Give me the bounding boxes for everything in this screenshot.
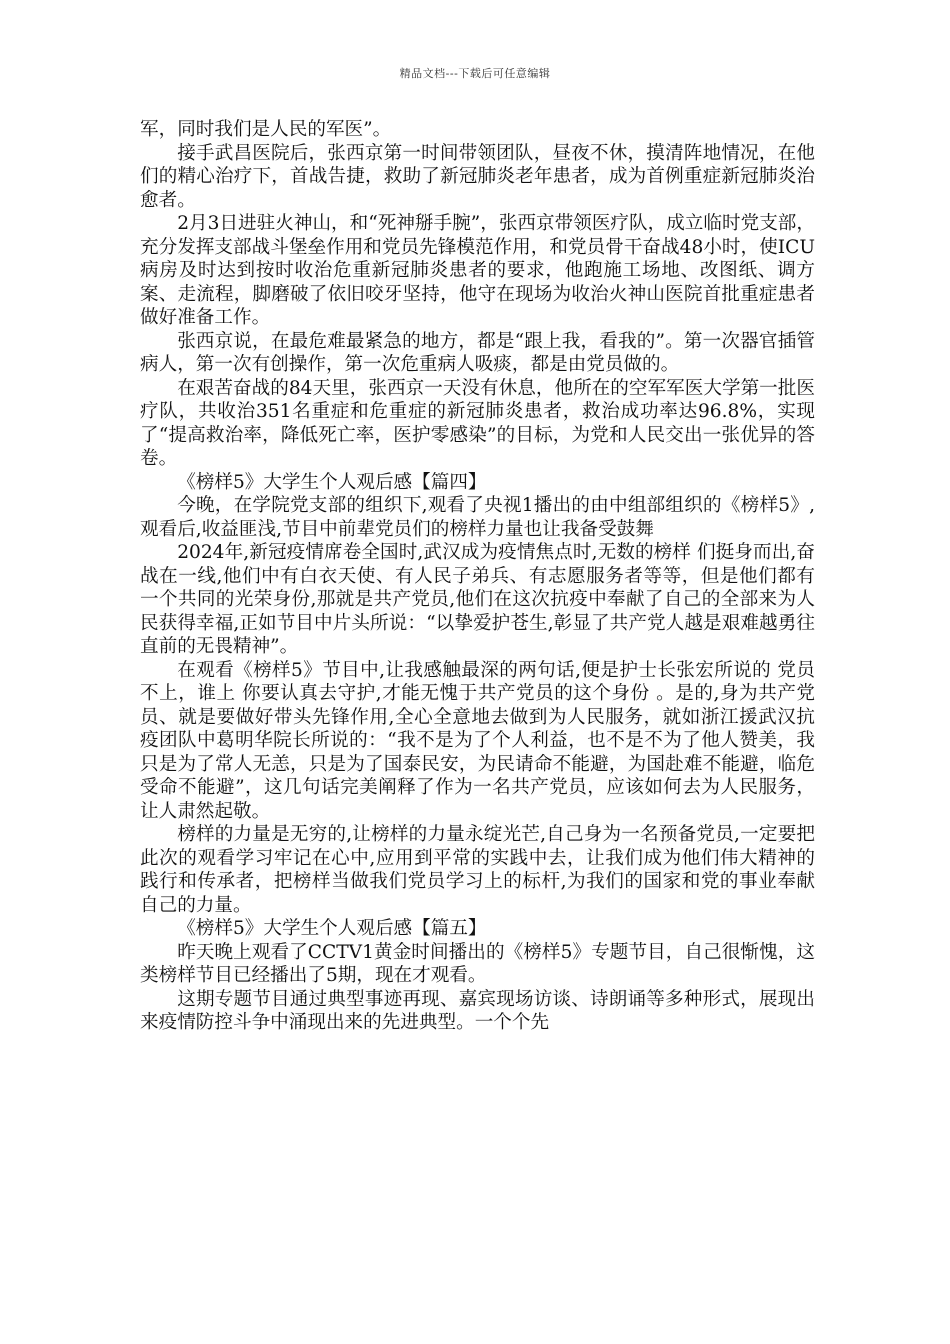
paragraph: 这期专题节目通过典型事迹再现、嘉宾现场访谈、诗朗诵等多种形式，展现出来疫情防控斗争中涌现出来的先进典型。一个个先	[140, 988, 815, 1033]
section-heading: 《榜样5》大学生个人观后感【篇五】	[177, 918, 487, 939]
paragraph: 今晚，在学院党支部的组织下,观看了央视1播出的由中组部组织的《榜样5》,观看后,收益匪浅,节目中前辈党员们的榜样力量也让我备受鼓舞	[140, 495, 815, 540]
document-body	[140, 118, 815, 1035]
page-header: 精品文档---下载后可任意编辑	[399, 67, 551, 80]
paragraph: 张西京说，在最危难最紧急的地方，都是“跟上我，看我的”。第一次器官插管病人，第一次有创操作，第一次危重病人吸痰，都是由党员做的。	[140, 330, 815, 375]
section-heading: 《榜样5》大学生个人观后感【篇四】	[177, 471, 487, 493]
paragraph: 2月3日进驻火神山，和“死神掰手腕”，张西京带领医疗队，成立临时党支部，充分发挥支部战斗堡垒作用和党员先锋模范作用，和党员骨干奋战48小时，使ICU病房及时达到按时收治危重新冠肺炎患者的要求，他跑施工场地、改图纸、调方案、走流程，脚磨破了依旧咬牙坚持，他守在现场为收治火神山医院首批重症患者做好准备工作。	[140, 213, 815, 328]
paragraph: 昨天晚上观看了CCTV1黄金时间播出的《榜样5》专题节目，自己很惭愧，这类榜样节目已经播出了5期，现在才观看。	[140, 941, 815, 986]
paragraph: 军，同时我们是人民的军医”。	[140, 119, 392, 140]
paragraph: 2024年,新冠疫情席卷全国时,武汉成为疫情焦点时,无数的榜样 们挺身而出,奋战在一线,他们中有白衣天使、有人民子弟兵、有志愿服务者等等，但是他们都有一个共同的光荣身份,那就是共产党员,他们在这次抗疫中奉献了自己的全部来为人民获得幸福,正如节目中片头所说：“以挚爱护苍生,彰显了共产党人越是艰难越勇往直前的无畏精神”。	[140, 542, 815, 657]
paragraph: 在艰苦奋战的84天里，张西京一天没有休息，他所在的空军军医大学第一批医疗队，共收治351名重症和危重症的新冠肺炎患者，救治成功率达96.8%，实现了“提高救治率，降低死亡率，医护零感染”的目标，为党和人民交出一张优异的答卷。	[140, 377, 815, 469]
paragraph: 榜样的力量是无穷的,让榜样的力量永绽光芒,自己身为一名预备党员,一定要把此次的观看学习牢记在心中,应用到平常的实践中去，让我们成为他们伟大精神的践行和传承者，把榜样当做我们党员学习上的标杆,为我们的国家和党的事业奉献自己的力量。	[140, 824, 815, 916]
paragraph: 接手武昌医院后，张西京第一时间带领团队，昼夜不休，摸清阵地情况，在他们的精心治疗下，首战告捷，救助了新冠肺炎老年患者，成为首例重症新冠肺炎治愈者。	[140, 142, 815, 211]
paragraph: 在观看《榜样5》节目中,让我感触最深的两句话,便是护士长张宏所说的 党员不上，谁上 你要认真去守护,才能无愧于共产党员的这个身份 。是的,身为共产党员、就是要做好带头先锋作用,全心全意地去做到为人民服务，就如浙江援武汉抗疫团队中葛明华院长所说的：“我不是为了个人利益，也不是不为了他人赞美，我只是为了常人无恙，只是为了国泰民安，为民请命不能避，为国赴难不能避，临危受命不能避”，这几句话完美阐释了作为一名共产党员，应该如何去为人民服务，让人肃然起敬。	[140, 659, 815, 822]
